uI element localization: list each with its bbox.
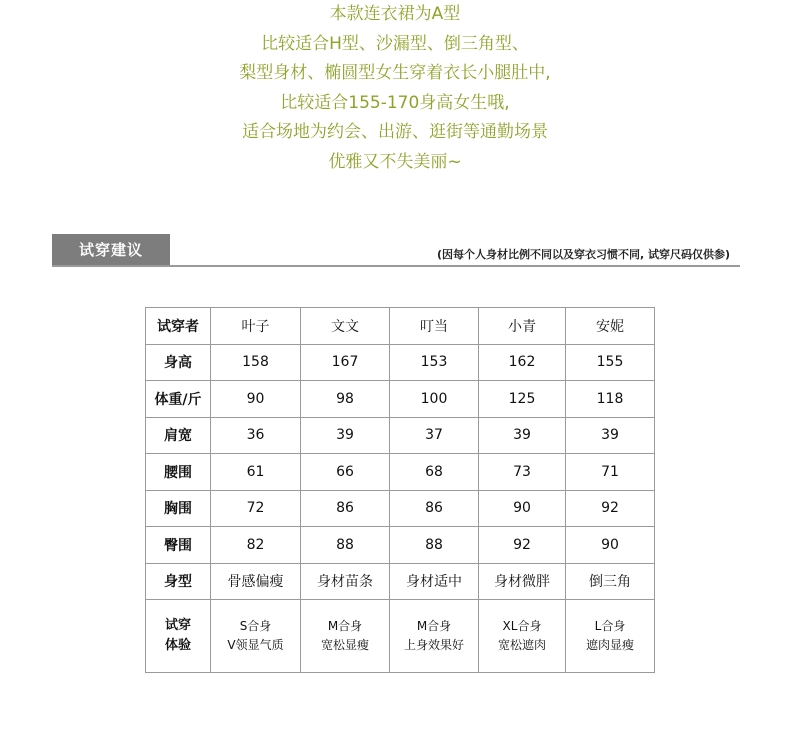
fit-size: M合身	[327, 619, 363, 633]
table-cell: 71	[566, 454, 655, 491]
table-cell: 73	[479, 454, 566, 491]
table-cell: 90	[479, 490, 566, 527]
section-header	[52, 234, 740, 268]
table-cell: 68	[390, 454, 479, 491]
table-cell: 86	[301, 490, 390, 527]
table-cell: 88	[301, 527, 390, 564]
fit-cell	[390, 600, 479, 673]
table-cell: 39	[479, 417, 566, 454]
table-cell: 身材微胖	[479, 563, 566, 600]
fit-size: S合身	[239, 619, 272, 633]
row-label-cell	[146, 600, 211, 673]
fit-cell	[211, 600, 301, 673]
table-cell: 92	[566, 490, 655, 527]
table-cell: 125	[479, 381, 566, 418]
table-cell: 158	[211, 344, 301, 381]
table-cell: 61	[211, 454, 301, 491]
table-cell: 167	[301, 344, 390, 381]
table-cell: 39	[566, 417, 655, 454]
table-cell: 92	[479, 527, 566, 564]
row-label-cell: 身型	[146, 563, 211, 600]
fit-desc: 宽松显瘦	[320, 638, 369, 652]
table-header-row	[146, 308, 655, 345]
table-cell: 36	[211, 417, 301, 454]
fit-desc: 上身效果好	[403, 638, 464, 652]
table-cell: 100	[390, 381, 479, 418]
row-label-cell: 身高	[146, 344, 211, 381]
fit-desc: 宽松遮肉	[497, 638, 546, 652]
intro-line: 梨型身材、椭圆型女生穿着衣长小腿肚中,	[239, 63, 551, 83]
fit-cell	[301, 600, 390, 673]
intro-line: 适合场地为约会、出游、逛街等通勤场景	[242, 122, 548, 142]
person-name-cell: 叶子	[211, 308, 301, 345]
table-cell: 90	[566, 527, 655, 564]
fit-size: M合身	[416, 619, 452, 633]
section-divider	[52, 265, 740, 267]
table-cell: 72	[211, 490, 301, 527]
table-cell: 身材苗条	[301, 563, 390, 600]
intro-line: 比较适合H型、沙漏型、倒三角型、	[261, 33, 529, 54]
fit-label-line: 体验	[164, 638, 191, 653]
table-row	[146, 417, 655, 454]
row-label-cell: 臀围	[146, 527, 211, 564]
table-row	[146, 527, 655, 564]
table-cell: 66	[301, 454, 390, 491]
fit-label-line: 试穿	[164, 618, 191, 633]
fit-experience-row	[146, 600, 655, 673]
fit-cell	[479, 600, 566, 673]
intro-line: 比较适合155-170身高女生哦,	[280, 92, 510, 113]
row-label-cell: 胸围	[146, 490, 211, 527]
intro-line: 优雅又不失美丽~	[328, 151, 462, 172]
fit-cell	[566, 600, 655, 673]
table-row	[146, 563, 655, 600]
person-name-cell: 叮当	[390, 308, 479, 345]
person-name-cell: 小青	[479, 308, 566, 345]
table-cell: 身材适中	[390, 563, 479, 600]
table-cell: 倒三角	[566, 563, 655, 600]
fit-size: L合身	[594, 619, 626, 633]
section-note: (因每个人身材比例不同以及穿衣习惯不同, 试穿尺码仅供参)	[436, 248, 730, 261]
table-row	[146, 381, 655, 418]
table-cell: 37	[390, 417, 479, 454]
row-label-cell: 体重/斤	[146, 381, 211, 418]
table-cell: 88	[390, 527, 479, 564]
header-label-cell: 试穿者	[146, 308, 211, 345]
table-cell: 118	[566, 381, 655, 418]
table-cell: 90	[211, 381, 301, 418]
try-on-table	[145, 307, 655, 673]
table-row	[146, 344, 655, 381]
intro-line: 本款连衣裙为A型	[329, 4, 461, 24]
fit-size: XL合身	[502, 619, 542, 633]
table-cell: 86	[390, 490, 479, 527]
intro-text	[0, 0, 790, 177]
fit-desc: 遮肉显瘦	[585, 638, 634, 652]
table-cell: 153	[390, 344, 479, 381]
fit-desc: V领显气质	[227, 638, 284, 652]
row-label-cell: 腰围	[146, 454, 211, 491]
table-cell: 82	[211, 527, 301, 564]
table-cell: 162	[479, 344, 566, 381]
table-row	[146, 490, 655, 527]
section-title: 试穿建议	[52, 234, 170, 265]
person-name-cell: 安妮	[566, 308, 655, 345]
row-label-cell: 肩宽	[146, 417, 211, 454]
table-cell: 155	[566, 344, 655, 381]
table-cell: 98	[301, 381, 390, 418]
table-cell: 骨感偏瘦	[211, 563, 301, 600]
table-row	[146, 454, 655, 491]
table-cell: 39	[301, 417, 390, 454]
person-name-cell: 文文	[301, 308, 390, 345]
